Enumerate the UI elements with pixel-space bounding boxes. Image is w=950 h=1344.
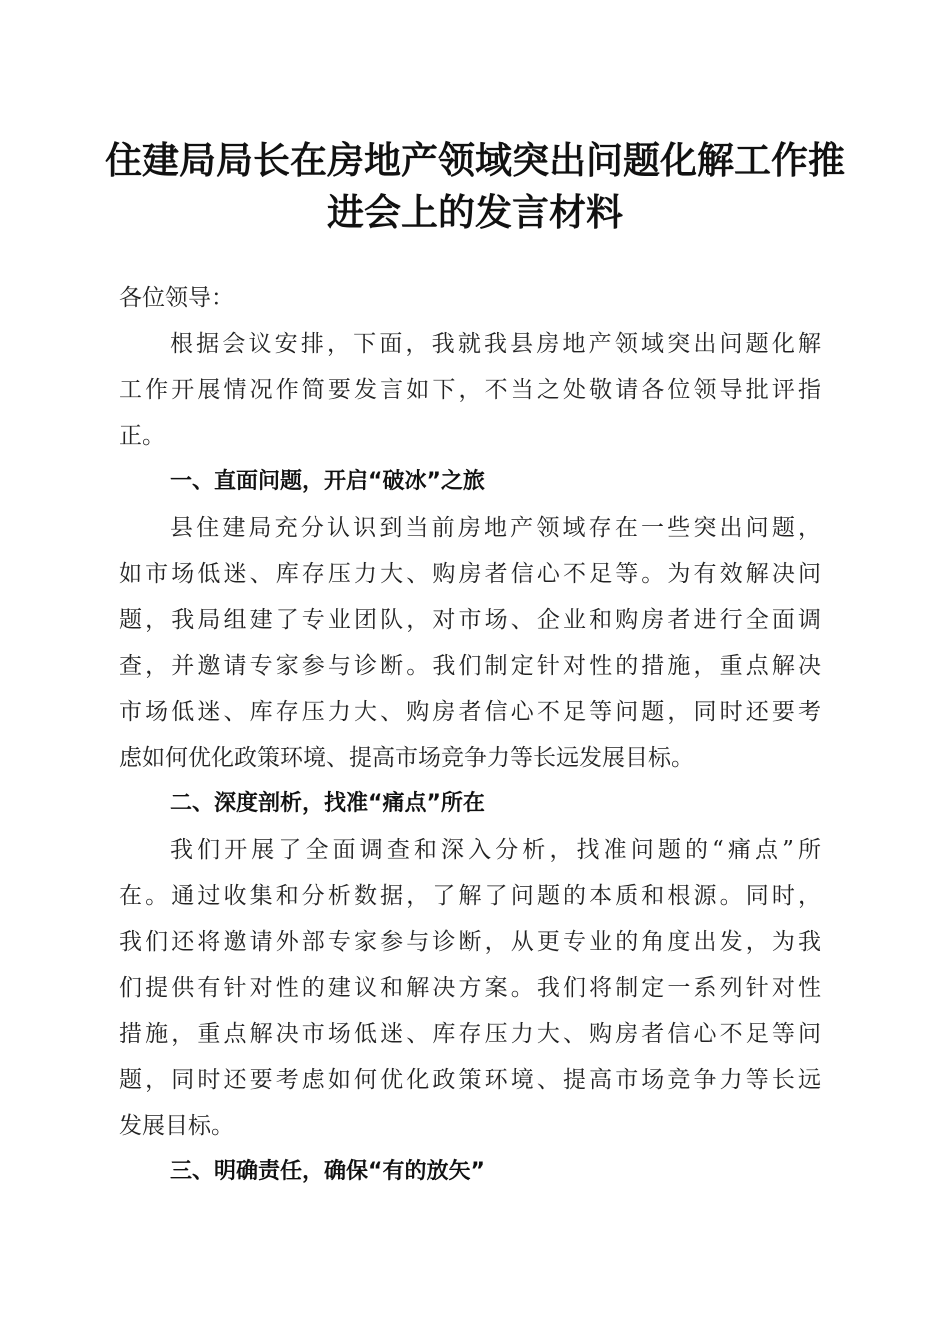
title-line-1: 住建局局长在房地产领域突出问题化解工作推: [105, 138, 845, 182]
section-2-line: 在。通过收集和分析数据，了解了问题的本质和根源。同时，: [119, 883, 821, 909]
section-2-line: 措施，重点解决市场低迷、库存压力大、购房者信心不足等问: [119, 1021, 821, 1047]
section-1-line: 如市场低迷、库存压力大、购房者信心不足等。为有效解决问: [119, 561, 821, 587]
section-1-heading: 一、直面问题，开启“破冰”之旅: [170, 469, 485, 494]
document-title: [100, 134, 850, 238]
section-2-heading: 二、深度剖析，找准“痛点”所在: [170, 791, 485, 816]
section-3-heading: 三、明确责任，确保“有的放矢”: [170, 1159, 485, 1184]
salutation: 各位领导：: [119, 285, 234, 311]
section-1-line: 虑如何优化政策环境、提高市场竞争力等长远发展目标。: [119, 745, 694, 771]
section-2-line: 题，同时还要考虑如何优化政策环境、提高市场竞争力等长远: [119, 1067, 821, 1093]
section-2-line: 发展目标。: [119, 1113, 234, 1139]
section-2-line: 们提供有针对性的建议和解决方案。我们将制定一系列针对性: [119, 975, 821, 1001]
section-1-line: 市场低迷、库存压力大、购房者信心不足等问题，同时还要考: [119, 699, 821, 725]
document-body: [119, 275, 821, 1195]
intro-line: 工作开展情况作简要发言如下，不当之处敬请各位领导批评指: [119, 377, 821, 403]
section-1-line: 县住建局充分认识到当前房地产领域存在一些突出问题，: [170, 515, 821, 541]
section-1-line: 题，我局组建了专业团队，对市场、企业和购房者进行全面调: [119, 607, 821, 633]
section-2-line: 我们开展了全面调查和深入分析，找准问题的“痛点”所: [170, 837, 821, 863]
title-line-2: 进会上的发言材料: [327, 190, 623, 234]
intro-line: 正。: [119, 423, 165, 449]
section-2-line: 我们还将邀请外部专家参与诊断，从更专业的角度出发，为我: [119, 929, 821, 955]
section-1-line: 查，并邀请专家参与诊断。我们制定针对性的措施，重点解决: [119, 653, 821, 679]
intro-line: 根据会议安排，下面，我就我县房地产领域突出问题化解: [170, 331, 821, 357]
